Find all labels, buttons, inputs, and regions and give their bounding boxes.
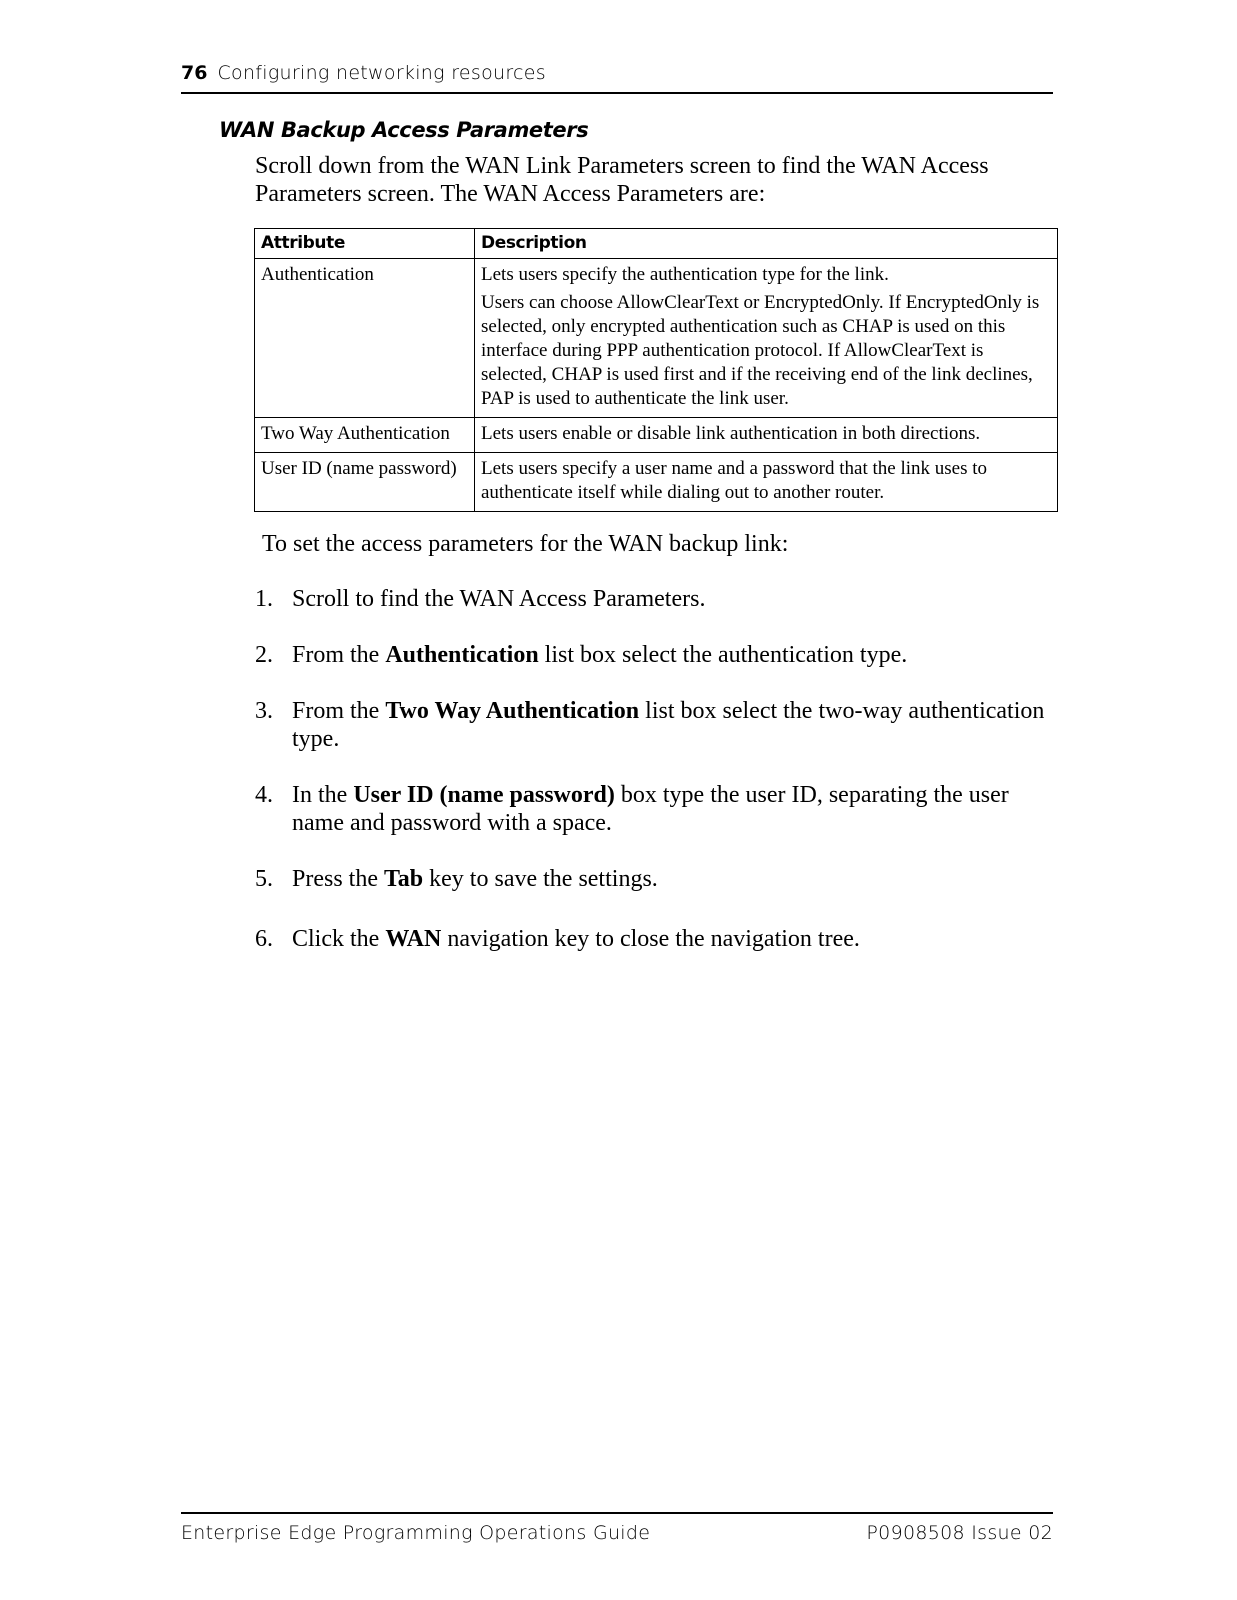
step-text: From the bbox=[292, 642, 386, 668]
section-title: Configuring networking resources bbox=[217, 62, 546, 84]
description-cell bbox=[475, 453, 1058, 512]
step-number: 3. bbox=[255, 698, 273, 724]
column-header-attribute: Attribute bbox=[255, 229, 475, 259]
step-text: From the bbox=[292, 698, 386, 724]
footer-document-number: P0908508 Issue 02 bbox=[866, 1522, 1053, 1544]
table-row bbox=[255, 453, 1058, 512]
footer-guide-title: Enterprise Edge Programming Operations Guide bbox=[181, 1522, 651, 1544]
parameters-table bbox=[254, 228, 1058, 512]
description-line: Users can choose AllowClearText or EncryptedOnly. If EncryptedOnly is selected, only encrypted authentication such as CHAP is used on this interface during PPP authentication protocol. If AllowClearText is selected, CHAP is used first and if the receiving end of the link declines, PAP is used to authenticate the link user. bbox=[481, 292, 1040, 409]
step-item bbox=[255, 641, 1055, 669]
attribute-cell: Two Way Authentication bbox=[255, 418, 475, 453]
step-item bbox=[255, 925, 1055, 953]
step-text: list box select the two-way authentication type. bbox=[292, 698, 1045, 752]
step-text: Click the bbox=[292, 926, 386, 952]
table-row bbox=[255, 259, 1058, 418]
step-number: 5. bbox=[255, 866, 273, 892]
step-item bbox=[255, 697, 1055, 753]
step-text: key to save the settings. bbox=[423, 866, 658, 892]
page-number: 76 bbox=[181, 62, 208, 84]
step-text: In the bbox=[292, 782, 354, 808]
description-line: Lets users specify a user name and a password that the link uses to authenticate itself while dialing out to another router. bbox=[481, 458, 988, 503]
step-text: list box select the authentication type. bbox=[538, 642, 908, 668]
step-bold-term: User ID (name password) bbox=[353, 782, 615, 808]
step-text: Scroll to find the WAN Access Parameters. bbox=[292, 586, 706, 612]
step-text: box type the user ID, separating the user name and password with a space. bbox=[292, 782, 1009, 836]
attribute-cell: Authentication bbox=[255, 259, 475, 418]
step-item bbox=[255, 865, 1055, 893]
table-header-row bbox=[255, 229, 1058, 259]
table-row bbox=[255, 418, 1058, 453]
step-text: navigation key to close the navigation tree. bbox=[441, 926, 860, 952]
step-text: Press the bbox=[292, 866, 384, 892]
description-cell bbox=[475, 259, 1058, 418]
page-header bbox=[181, 60, 1053, 94]
step-bold-term: Authentication bbox=[385, 642, 539, 668]
step-bold-term: Two Way Authentication bbox=[385, 698, 640, 724]
description-line: Lets users enable or disable link authentication in both directions. bbox=[481, 423, 981, 444]
step-item bbox=[255, 781, 1055, 837]
section-heading: WAN Backup Access Parameters bbox=[219, 118, 589, 142]
attribute-cell: User ID (name password) bbox=[255, 453, 475, 512]
step-bold-term: Tab bbox=[384, 866, 424, 892]
procedure-steps bbox=[255, 585, 1055, 953]
step-number: 1. bbox=[255, 586, 273, 612]
step-number: 2. bbox=[255, 642, 273, 668]
procedure-lead: To set the access parameters for the WAN backup link: bbox=[262, 531, 789, 557]
description-line: Lets users specify the authentication type for the link. bbox=[481, 264, 889, 285]
step-bold-term: WAN bbox=[385, 926, 442, 952]
step-item bbox=[255, 585, 1055, 613]
step-number: 4. bbox=[255, 782, 273, 808]
intro-paragraph: Scroll down from the WAN Link Parameters screen to find the WAN Access Parameters screen. The WAN Access Parameters are: bbox=[255, 153, 989, 207]
page-footer bbox=[181, 1512, 1053, 1548]
step-number: 6. bbox=[255, 926, 273, 952]
column-header-description: Description bbox=[475, 229, 1058, 259]
description-cell bbox=[475, 418, 1058, 453]
